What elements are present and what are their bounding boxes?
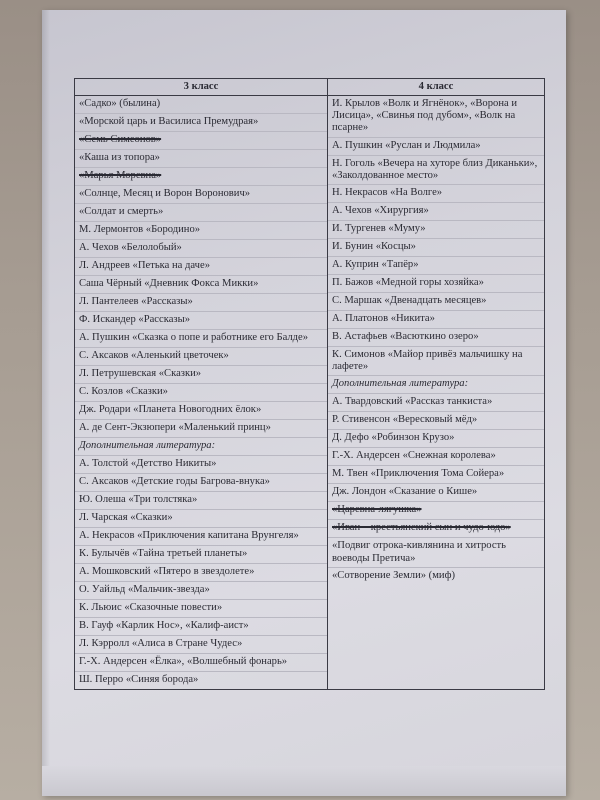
reading-list-table (74, 78, 545, 690)
book-entry: «Солдат и смерть» (75, 204, 327, 222)
book-entry: А. Толстой «Детство Никиты» (75, 456, 327, 474)
book-entry: «Каша из топора» (75, 150, 327, 168)
table-body-row (75, 96, 545, 690)
grade-4-list (328, 96, 544, 585)
grade-3-list (75, 96, 327, 689)
page-bottom-edge (42, 766, 566, 796)
book-entry: А. Пушкин «Руслан и Людмила» (328, 138, 544, 156)
book-entry: И. Крылов «Волк и Ягнёнок», «Ворона и Лисица», «Свинья под дубом», «Волк на псарне» (328, 96, 544, 138)
book-entry: Ш. Перро «Синяя борода» (79, 674, 199, 685)
book-entry: М. Твен «Приключения Тома Сойера» (328, 466, 544, 484)
book-entry: И. Тургенев «Муму» (328, 221, 544, 239)
book-entry: Ю. Олеша «Три толстяка» (75, 492, 327, 510)
book-entry: И. Бунин «Косцы» (328, 239, 544, 257)
book-entry: «Садко» (былина) (75, 96, 327, 114)
book-entry: Дж. Родари «Планета Новогодних ёлок» (75, 402, 327, 420)
book-entry: С. Аксаков «Аленький цветочек» (75, 348, 327, 366)
book-entry: «Иван – крестьянский сын и чудо-юдо» (328, 520, 544, 538)
book-entry: «Сотворение Земли» (миф) (332, 569, 455, 581)
book-entry: М. Лермонтов «Бородино» (75, 222, 327, 240)
book-entry: Д. Дефо «Робинзон Крузо» (328, 430, 544, 448)
book-entry: Г.-Х. Андерсен «Ёлка», «Волшебный фонарь» (75, 654, 327, 672)
book-entry: К. Симонов «Майор привёз мальчишку на лафете» (328, 347, 544, 376)
book-entry: Н. Некрасов «На Волге» (328, 185, 544, 203)
document-page (42, 10, 566, 796)
book-entry: Г.-Х. Андерсен «Снежная королева» (328, 448, 544, 466)
book-entry: «Марья Моревна» (75, 168, 327, 186)
book-entry: А. Куприн «Тапёр» (328, 257, 544, 275)
book-entry: «Подвиг отрока-кивлянина и хитрость воеводы Претича» (328, 538, 544, 567)
grade-3-header: 3 класс (75, 79, 328, 96)
grade-4-column (328, 96, 545, 690)
table-header-row (75, 79, 545, 96)
book-entry: Л. Петрушевская «Сказки» (75, 366, 327, 384)
book-entry: К. Льюис «Сказочные повести» (75, 600, 327, 618)
section-heading: Дополнительная литература: (328, 376, 544, 394)
book-entry: «Царевна-лягушка» (328, 502, 544, 520)
book-entry: О. Уайльд «Мальчик-звезда» (75, 582, 327, 600)
book-entry: «Морской царь и Василиса Премудрая» (75, 114, 327, 132)
book-entry: «Солнце, Месяц и Ворон Воронович» (75, 186, 327, 204)
grade-4-header: 4 класс (328, 79, 545, 96)
book-entry: Л. Кэрролл «Алиса в Стране Чудес» (75, 636, 327, 654)
book-entry: А. Некрасов «Приключения капитана Врунгеля» (75, 528, 327, 546)
book-entry: П. Бажов «Медной горы хозяйка» (328, 275, 544, 293)
book-entry: Ф. Искандер «Рассказы» (75, 312, 327, 330)
book-entry: А. Мошковский «Пятеро в звездолете» (75, 564, 327, 582)
book-entry: Р. Стивенсон «Вересковый мёд» (328, 412, 544, 430)
book-entry: А. Твардовский «Рассказ танкиста» (328, 394, 544, 412)
book-entry: А. Платонов «Никита» (328, 311, 544, 329)
book-entry: Л. Чарская «Сказки» (75, 510, 327, 528)
book-entry: С. Аксаков «Детские годы Багрова-внука» (75, 474, 327, 492)
book-entry: А. Чехов «Хирургия» (328, 203, 544, 221)
book-entry: В. Гауф «Карлик Нос», «Калиф-аист» (75, 618, 327, 636)
book-entry: «Семь Симеонов» (75, 132, 327, 150)
book-entry: К. Булычёв «Тайна третьей планеты» (75, 546, 327, 564)
book-entry: Дж. Лондон «Сказание о Кише» (328, 484, 544, 502)
book-entry: А. Чехов «Белолобый» (75, 240, 327, 258)
book-entry: С. Козлов «Сказки» (75, 384, 327, 402)
book-entry: А. де Сент-Экзюпери «Маленький принц» (75, 420, 327, 438)
grade-3-column (75, 96, 328, 690)
book-entry: В. Астафьев «Васюткино озеро» (328, 329, 544, 347)
book-entry: Саша Чёрный «Дневник Фокса Микки» (75, 276, 327, 294)
section-heading: Дополнительная литература: (75, 438, 327, 456)
book-entry: Н. Гоголь «Вечера на хуторе близ Диканьки», «Заколдованное место» (328, 156, 544, 185)
book-entry: С. Маршак «Двенадцать месяцев» (328, 293, 544, 311)
book-entry: Л. Андреев «Петька на даче» (75, 258, 327, 276)
book-entry: А. Пушкин «Сказка о попе и работнике его Балде» (75, 330, 327, 348)
book-entry: Л. Пантелеев «Рассказы» (75, 294, 327, 312)
